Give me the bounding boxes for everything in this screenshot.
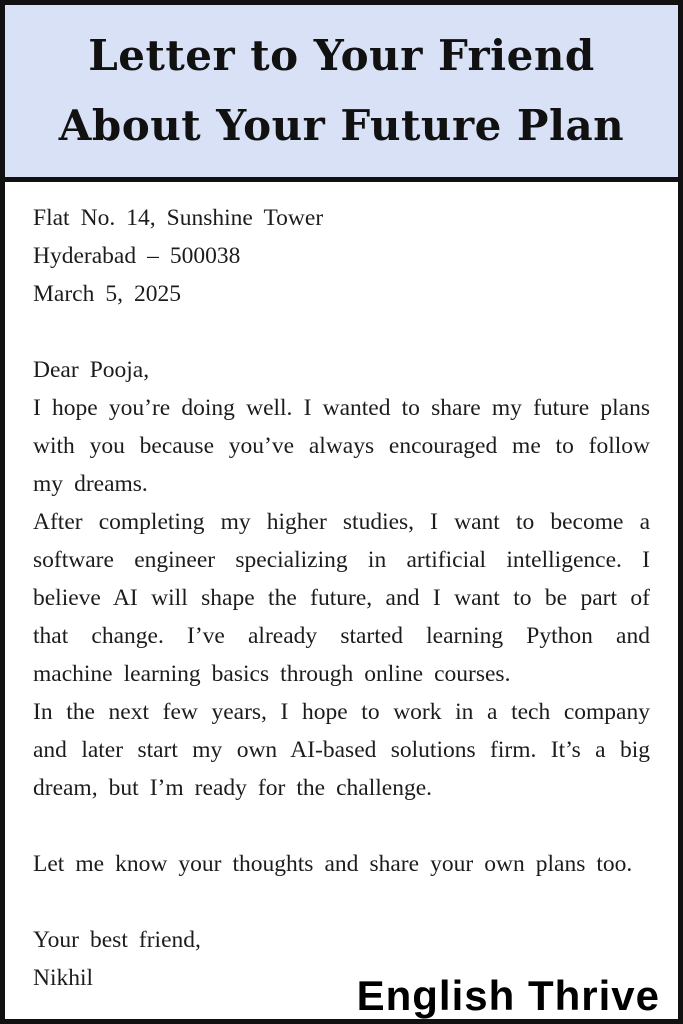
letter-body: [5, 182, 678, 997]
signoff: Your best friend,: [33, 927, 201, 953]
signature: Nikhil: [33, 965, 94, 991]
letter-date: March 5, 2025: [33, 281, 182, 307]
letter-paragraph-3: In the next few years, I hope to work in a tech company and later start my own AI-based solutions firm. It’s a big dream, but I’m ready for the challenge.: [33, 699, 650, 801]
blank-line: [33, 807, 650, 845]
sender-address-line-1: Flat No. 14, Sunshine Tower: [33, 205, 324, 231]
sender-address-line-2: Hyderabad – 500038: [33, 243, 241, 269]
letter-paragraph-1: I hope you’re doing well. I wanted to share my future plans with you because you’ve always encouraged me to follow my dreams.: [33, 395, 650, 497]
letter-paragraph-2: After completing my higher studies, I want to become a software engineer specializing in artificial intelligence. I believe AI will shape the future, and I want to be part of that change. I’ve already started learning Python and machine learning basics through online courses.: [33, 509, 650, 687]
blank-line: [33, 883, 650, 921]
closing-line: Let me know your thoughts and share your own plans too.: [33, 851, 633, 877]
brand-watermark: English Thrive: [356, 972, 660, 1019]
salutation: Dear Pooja,: [33, 357, 150, 383]
blank-line: [33, 313, 650, 351]
title-banner: [5, 5, 678, 182]
page-title: Letter to Your Friend About Your Future Plan: [58, 31, 625, 150]
